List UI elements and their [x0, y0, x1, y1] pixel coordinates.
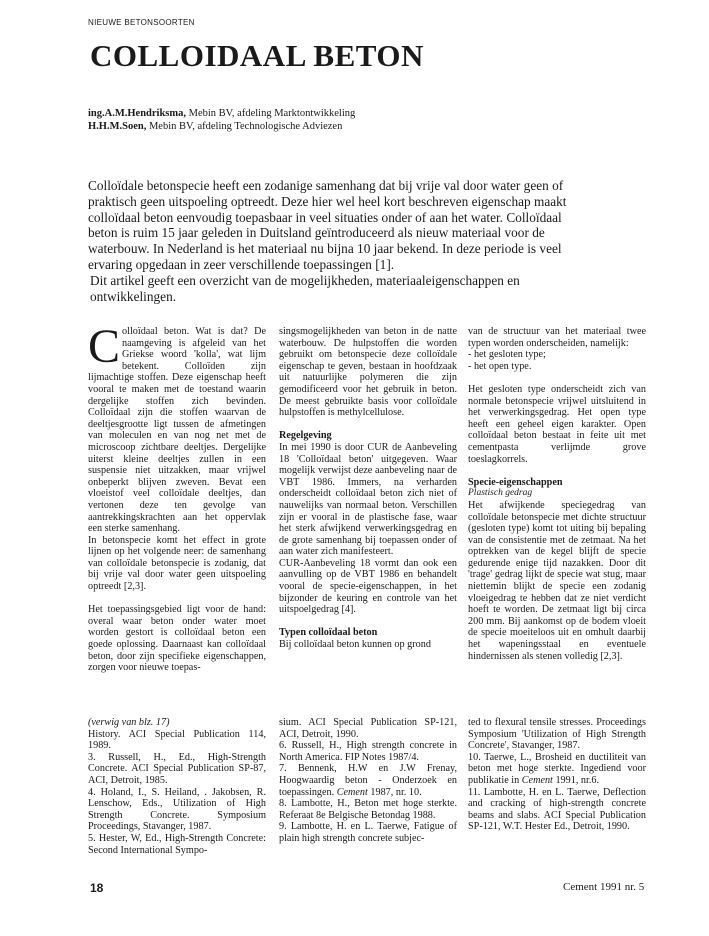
reference-item: 4. Holand, I., S. Heiland, . Jakobsen, R. Lenschow, Eds., Utilization of High Strength Concrete. Symposium Proceedings, Stavanger, 1987.: [88, 786, 266, 833]
reference-item: sium. ACI Special Publication SP-121, ACI, Detroit, 1990.: [279, 717, 457, 740]
author-block: [88, 108, 355, 133]
journal-issue: Cement 1991 nr. 5: [563, 881, 645, 893]
intro-paragraph: Dit artikel geeft een overzicht van de mogelijkheden, materiaaleigenschappen en ontwikkelingen.: [90, 272, 520, 304]
drop-cap: C: [88, 320, 121, 373]
intro-lead: [88, 178, 593, 304]
list-item: - het gesloten type;: [468, 349, 546, 361]
reference-item: 7. Bennenk, H.W en J.W Frenay, Hoogwaardig beton - Onderzoek en toepassingen. Cement 1987, nr. 10.: [279, 763, 457, 798]
author-name: H.H.M.Soen,: [88, 120, 147, 132]
reference-item: 6. Russell, H., High strength concrete in North America. FIP Notes 1987/4.: [279, 740, 457, 763]
list-item: - het open type.: [468, 360, 532, 372]
body-paragraph: van de structuur van het materiaal twee typen worden onderscheiden, namelijk:: [468, 326, 646, 349]
subsection-heading: Plastisch gedrag: [468, 488, 533, 499]
body-paragraph: Colloïdaal beton. Wat is dat? De naamgeving is afgeleid van het Griekse woord 'kolla', wat lijm betekent. Colloïden zijn lijmachtige stoffen. Deze eigenschap heeft vooral te maken met de toestand waarin dergelijke stoffen zich bevinden. Colloïdaal zijn die stoffen waarvan de deeltjesgrootte ligt tussen de afmetingen van moleculen en van nog net met de microscoop zichtbare deeltjes. Dergelijke uiterst kleine deeltjes zullen in een suspensie niet uitzakken, maar vrijwel onbeperkt blijven zweven. Bevat een vloeistof veel colloïdale deeltjes, dan vertonen deze ten gevolge van aantrekkingskrachten aan het oppervlak een sterke samenhang.: [88, 320, 266, 535]
reference-item: History. ACI Special Publication 114, 1989.: [88, 728, 266, 752]
continued-note: (verwig van blz. 17): [88, 717, 170, 728]
author-name: ing.A.M.Hendriksma,: [88, 108, 187, 119]
reference-item: 8. Lambotte, H., Beton met hoge sterkte. Referaat 8e Belgische Betondag 1988.: [279, 798, 457, 821]
body-column-1: [88, 320, 266, 674]
body-column-3: [468, 326, 646, 662]
author-line: [88, 121, 355, 134]
body-paragraph: Bij colloïdaal beton kunnen op grond: [279, 639, 431, 651]
author-affiliation: Mebin BV, afdeling Technologische Adviezen: [146, 120, 343, 132]
body-paragraph: Het gesloten type onderscheidt zich van normale betonspecie vrijwel uitsluitend in het verwerkingsgedrag. Het open type heeft een geheel eigen karakter. Open colloïdaal beton bestaat in feite uit met cementpasta verlijmde grove toeslagkorrels.: [468, 383, 646, 465]
section-label: NIEUWE BETONSOORTEN: [88, 18, 195, 27]
reference-item: 10. Taerwe, L., Brosheid en ductiliteit van beton met hoge sterkte. Ingediend voor publikatie in Cement 1991, nr.6.: [468, 751, 646, 786]
reference-column-1: [88, 717, 266, 856]
article-title: COLLOIDAAL BETON: [90, 38, 424, 73]
section-heading: Specie-eigenschappen: [468, 476, 563, 488]
reference-item: 9. Lambotte, H. en L. Taerwe, Fatigue of plain high strength concrete subjec-: [279, 821, 457, 844]
reference-item: 11. Lambotte, H. en L. Taerwe, Deflection and cracking of high-strength concrete beams and slabs. ACI Special Publication SP-121, W.T. Hester Ed., Detroit, 1990.: [468, 786, 646, 833]
body-paragraph: In mei 1990 is door CUR de Aanbeveling 18 'Colloïdaal beton' uitgegeven. Waar mogelijk verwijst deze aanbeveling naar de VBT 1986. Immers, na verharden onderscheidt colloïdaal beton zich niet of nauwelijks van normaal beton. Verschillen zijn er vooral in de plastische fase, waar het sterk afwijkend verwerkingsgedrag en de grote samenhang bij toepassen onder of aan water zich manifesteert.: [279, 441, 457, 558]
author-affiliation: Mebin BV, afdeling Marktontwikkeling: [186, 108, 356, 119]
author-line: [88, 108, 355, 121]
reference-column-2: [279, 717, 457, 845]
section-heading: Regelgeving: [279, 430, 332, 442]
body-paragraph: Het toepassingsgebied ligt voor de hand: overal waar beton onder water moet worden gestort is colloïdaal beton een goede oplossing. Daarnaast kan colloïdaal beton, door zijn specifieke eigenschappen, zorgen voor nieuwe toepas-: [88, 604, 266, 674]
body-column-2: [279, 326, 457, 651]
reference-item: 5. Hester, W, Ed., High-Strength Concrete: Second International Sympo-: [88, 832, 266, 856]
section-heading: Typen colloïdaal beton: [279, 627, 378, 639]
intro-paragraph: Colloïdale betonspecie heeft een zodanige samenhang dat bij vrije val door water geen of praktisch geen uitspoeling optreedt. Deze hier wel heel kort beschreven eigenschap maakt colloïdaal beton eenvoudig toepasbaar in veel situaties onder of aan het water. Colloïdaal beton is ruim 15 jaar geleden in Duitsland geïntroduceerd als nieuw materiaal voor de waterbouw. In Nederland is het materiaal nu bijna 10 jaar bekend. In deze periode is veel ervaring opgedaan in zeer verschillende toepassingen [1].: [88, 178, 567, 272]
reference-item: 3. Russell, H., Ed., High-Strength Concrete. ACI Special Publication SP-87, ACI, Detroit, 1985.: [88, 751, 266, 786]
reference-item: ted to flexural tensile stresses. Proceedings Symposium 'Utilization of High Strength Concrete', Stavanger, 1987.: [468, 717, 646, 752]
page-number: 18: [90, 881, 104, 895]
body-paragraph: Het afwijkende speciegedrag van colloïdale betonspecie met dichte structuur (gesloten type) komt tot uiting bij bepaling van de consistentie met de zetmaat. Na het optrekken van de kegel blijft de specie gedurende enige tijd nazakken. Door dit 'trage' gedrag lijkt de specie wat stug, maar niettemin blijkt de specie een zodanig vloeigedrag te hebben dat ze niet verdicht hoeft te worden. De zetmaat ligt bij circa 200 mm. Bij aankomst op de bodem vloeit de specie moeiteloos uit en omhult daarbij het wapeningsstaal en eventuele hindernissen als stenen volledig [2,3].: [468, 499, 646, 662]
body-paragraph: In betonspecie komt het effect in grote lijnen op het volgende neer: de samenhang van colloïdale betonspecie is zodanig, dat bij vrije val door water geen uitspoeling optreedt [2,3].: [88, 534, 266, 593]
body-paragraph: singsmogelijkheden van beton in de natte waterbouw. De hulpstoffen die worden gebruikt om betonspecie deze colloïdale eigenschap te geven, bestaan in hoofdzaak uit natuurlijke polymeren die zijn gemodificeerd voor het gebruik in beton. De meest gebruikte basis voor colloïdale hulpstoffen is methylcellulose.: [279, 326, 457, 419]
reference-column-3: [468, 717, 646, 833]
body-paragraph: CUR-Aanbeveling 18 vormt dan ook een aanvulling op de VBT 1986 en behandelt vooral de specie-eigenschappen, in het bijzonder de keuring en controle van het uitspoelgedrag [4].: [279, 557, 457, 616]
